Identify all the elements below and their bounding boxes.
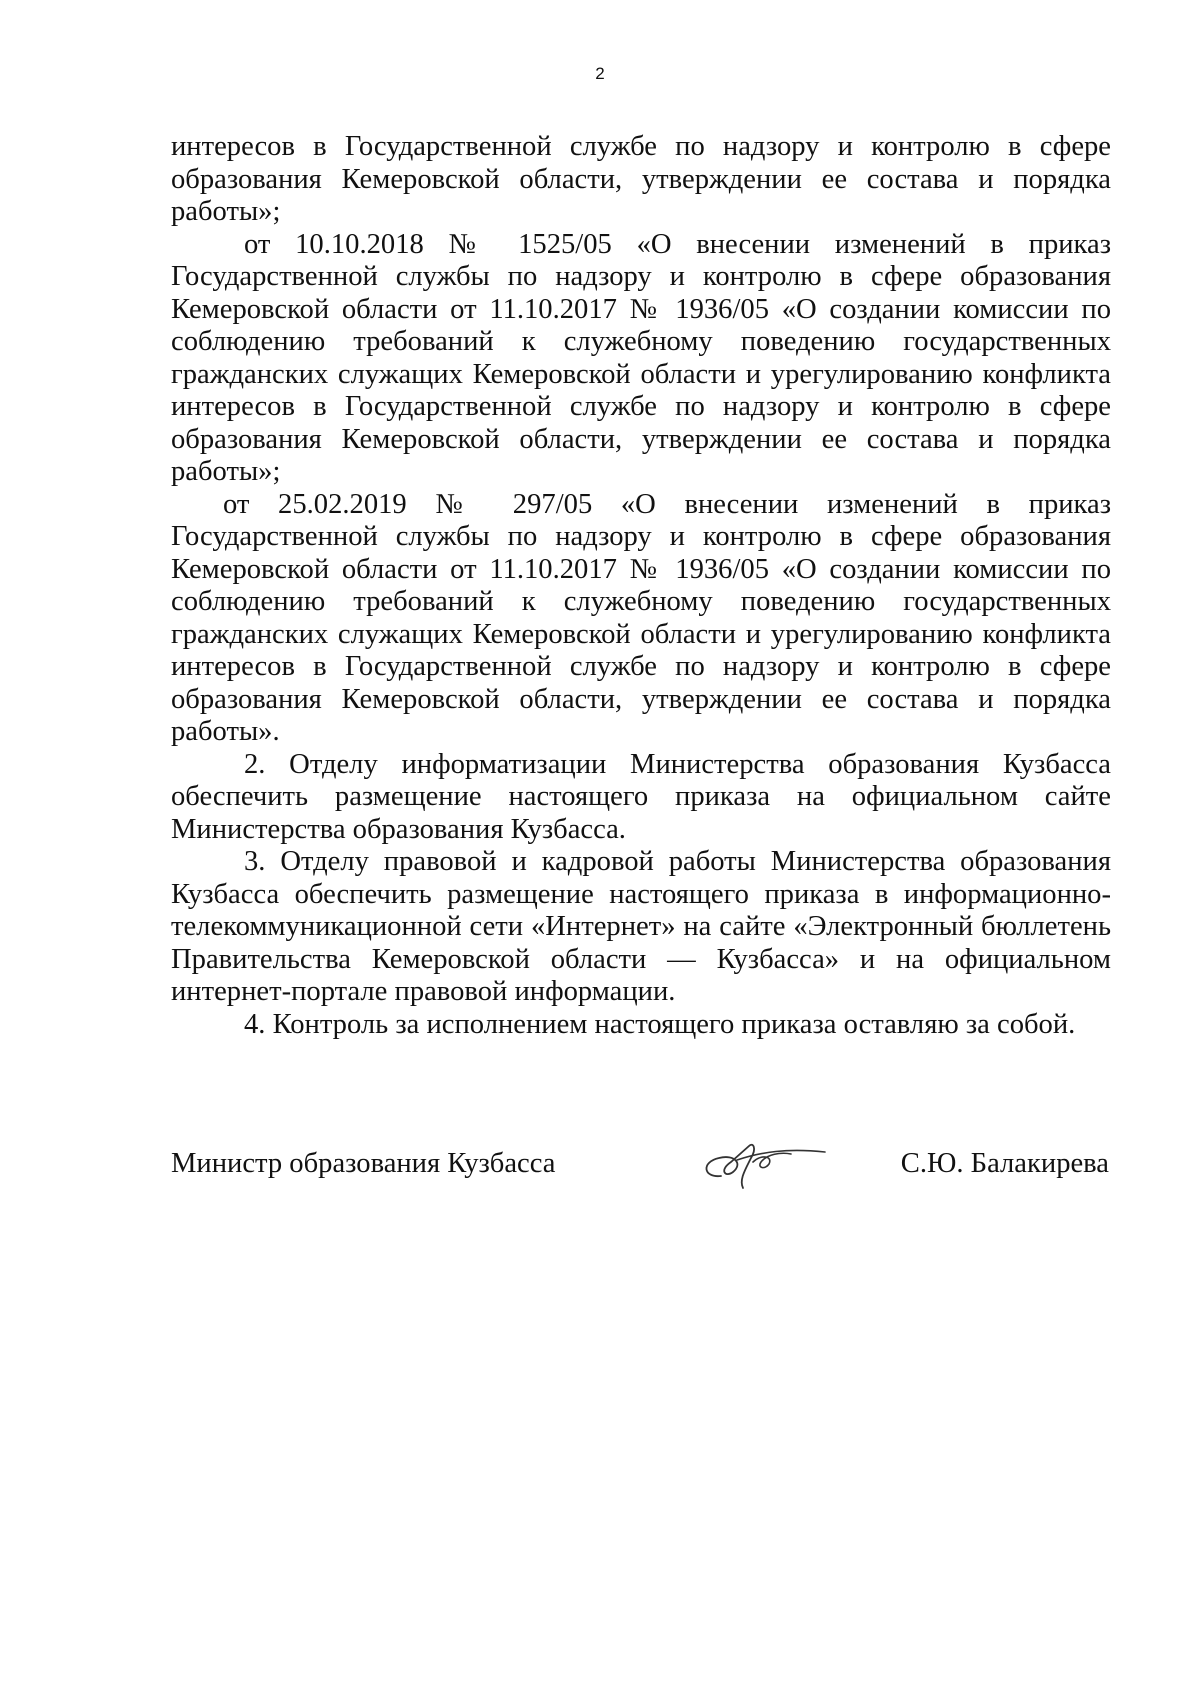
- paragraph-order-2019: от 25.02.2019 № 297/05 «О внесении изменений в приказ Государственной службы по надзору и контролю в сфере образования Кемеровской области от 11.10.2017 № 1936/05 «О создании комиссии по соблюдению требований к служебному поведению государственных гражданских служащих Кемеровской области и урегулированию конфликта интересов в Государственной службе по надзору и контролю в сфере образования Кемеровской области, утверждении ее состава и порядка работы».: [171, 488, 1111, 747]
- paragraph-item-3: 3. Отделу правовой и кадровой работы Министерства образования Кузбасса обеспечить размещение настоящего приказа в информационно-телекоммуникационной сети «Интернет» на сайте «Электронный бюллетень Правительства Кемеровской области — Кузбасса» и на официальном интернет-портале правовой информации.: [171, 846, 1111, 1007]
- signature-icon: [691, 1118, 831, 1198]
- signature-block: [171, 1148, 1109, 1238]
- signatory-title: Министр образования Кузбасса: [171, 1148, 556, 1179]
- paragraph-order-2018: от 10.10.2018 № 1525/05 «О внесении изменений в приказ Государственной службы по надзору и контролю в сфере образования Кемеровской области от 11.10.2017 № 1936/05 «О создании комиссии по соблюдению требований к служебному поведению государственных гражданских служащих Кемеровской области и урегулированию конфликта интересов в Государственной службе по надзору и контролю в сфере образования Кемеровской области, утверждении ее состава и порядка работы»;: [171, 228, 1111, 487]
- document-body: [171, 131, 1111, 1041]
- paragraph-item-4: 4. Контроль за исполнением настоящего приказа оставляю за собой.: [244, 1008, 1076, 1040]
- signatory-name: С.Ю. Балакирева: [900, 1148, 1109, 1179]
- page-number: 2: [595, 64, 605, 83]
- paragraph-continuation: интересов в Государственной службе по надзору и контролю в сфере образования Кемеровской области, утверждении ее состава и порядка работы»;: [171, 131, 1111, 227]
- paragraph-item-2: 2. Отделу информатизации Министерства образования Кузбасса обеспечить размещение настоящего приказа на официальном сайте Министерства образования Кузбасса.: [171, 748, 1111, 845]
